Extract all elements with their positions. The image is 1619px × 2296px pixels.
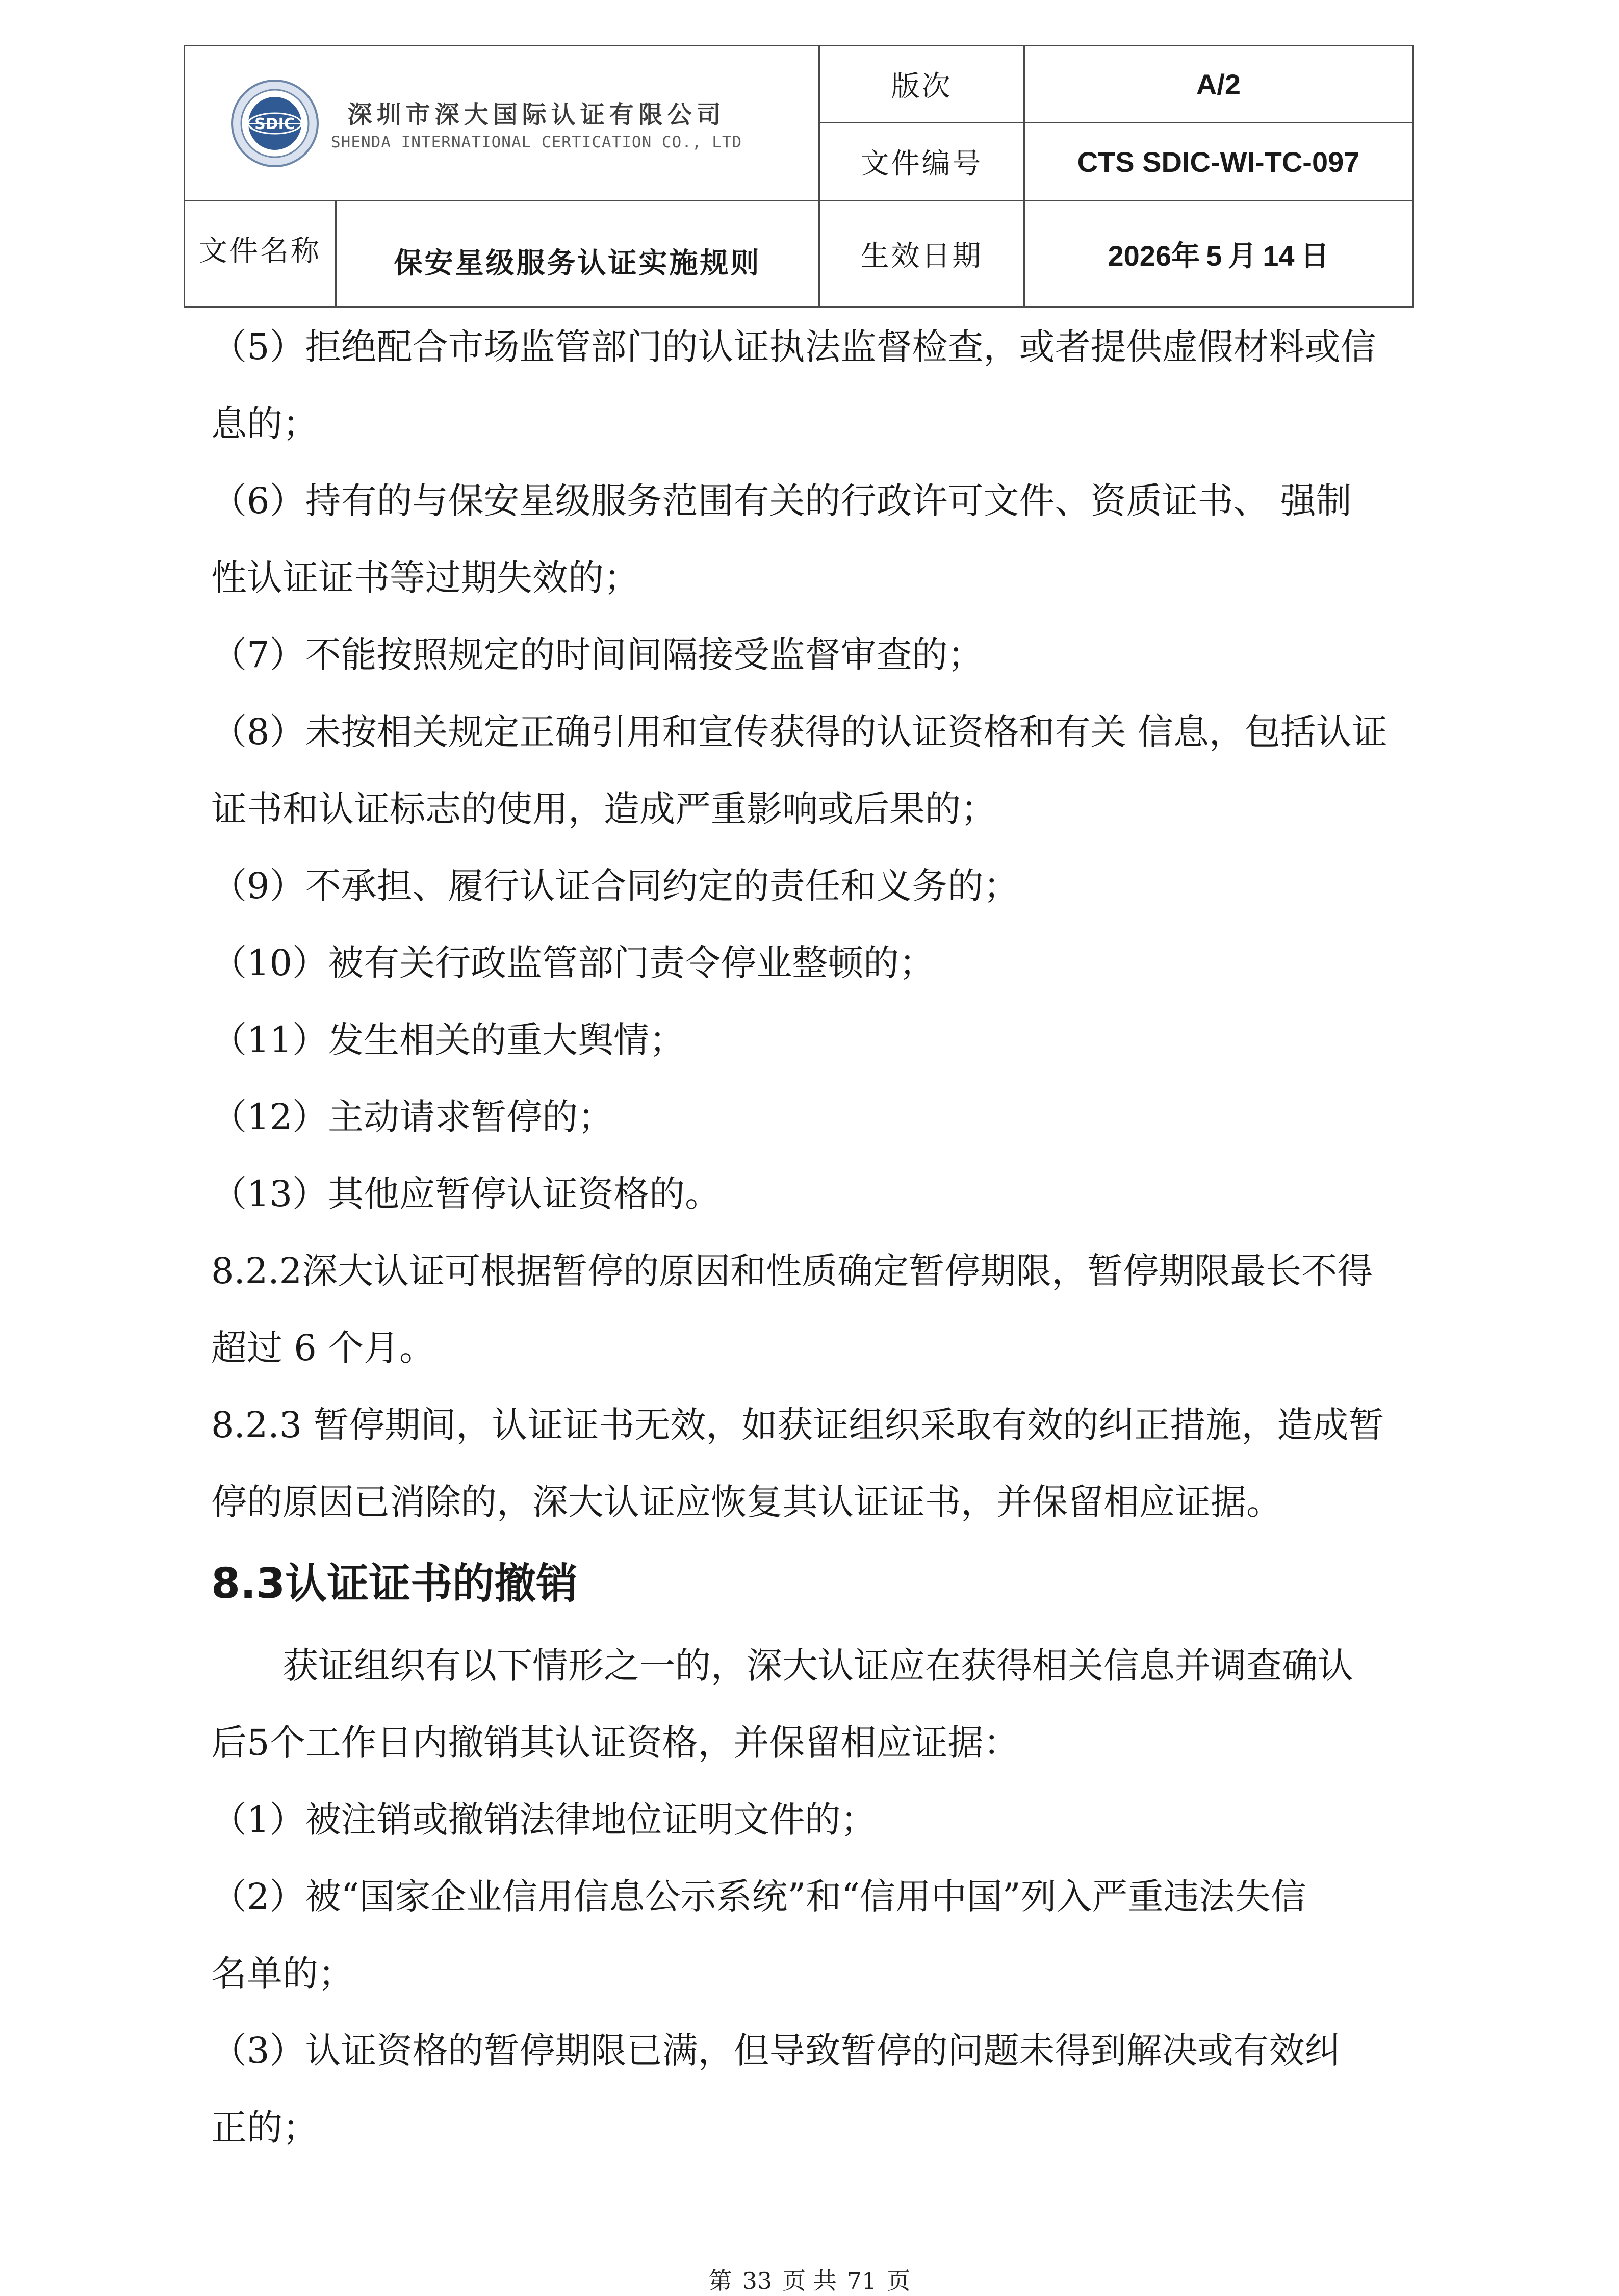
version-value: A/2	[1196, 68, 1241, 100]
text-line: 正的；	[211, 2107, 318, 2149]
version-label: 版次	[891, 70, 953, 103]
text-line: （13）其他应暂停认证资格的。	[211, 1173, 721, 1215]
text-line: （7）不能按照规定的时间间隔接受监督审查的；	[211, 634, 984, 676]
page-footer	[0, 2262, 1619, 2296]
company-name-en: SHENDA INTERNATIONAL CERTICATION CO., LTD	[331, 133, 742, 151]
text-line: 后5个工作日内撤销其认证资格，并保留相应证据：	[211, 1722, 1019, 1764]
doc-number-value-cell	[1023, 122, 1414, 201]
company-logo	[185, 79, 742, 168]
text-line: 8.2.3 暂停期间，认证证书无效，如获证组织采取有效的纠正措施，造成暂	[211, 1404, 1384, 1446]
effective-date-label: 生效日期	[860, 239, 983, 273]
document-body	[211, 309, 1435, 2166]
text-line: （5）拒绝配合市场监管部门的认证执法监督检查，或者提供虚假材料或信	[211, 326, 1376, 368]
company-logo-cell	[184, 45, 820, 201]
company-name-cn: 深圳市深大国际认证有限公司	[347, 100, 726, 129]
text-line: （12）主动请求暂停的；	[211, 1096, 614, 1138]
footer-suffix: 页	[887, 2267, 911, 2294]
text-line: 息的；	[211, 403, 318, 445]
doc-name-label: 文件名称	[199, 234, 321, 268]
effective-date-value-cell	[1023, 200, 1414, 308]
effective-date-value	[1104, 234, 1332, 274]
doc-name-label-cell	[184, 200, 337, 308]
text-line: 超过 6 个月。	[211, 1327, 435, 1369]
page-total: 71	[846, 2267, 877, 2294]
text-line: 获证组织有以下情形之一的，深大认证应在获得相关信息并调查确认	[282, 1645, 1353, 1687]
doc-number-value: CTS SDIC-WI-TC-097	[1077, 145, 1360, 178]
text-line: （10）被有关行政监管部门责令停业整顿的；	[211, 942, 935, 984]
text-line: （2）被“国家企业信用信息公示系统”和“信用中国”列入严重违法失信	[211, 1876, 1306, 1918]
effective-day: 14	[1263, 239, 1295, 272]
page-number: 33	[742, 2267, 773, 2294]
effective-date-label-cell	[818, 200, 1025, 308]
text-line: 性认证证书等过期失效的；	[211, 557, 639, 599]
text-line: 证书和认证标志的使用，造成严重影响或后果的；	[211, 788, 996, 830]
seal-logo-text: SDIC	[254, 115, 295, 133]
doc-name-value: 保安星级服务认证实施规则	[394, 246, 761, 280]
text-line: （3）认证资格的暂停期限已满，但导致暂停的问题未得到解决或有效纠	[211, 2030, 1341, 2072]
doc-number-label: 文件编号	[860, 147, 983, 181]
text-line: 名单的；	[211, 1953, 354, 1995]
text-line: 8.2.2深大认证可根据暂停的原因和性质确定暂停期限，暂停期限最长不得	[211, 1250, 1373, 1292]
text-line: 停的原因已消除的，深大认证应恢复其认证证书，并保留相应证据。	[211, 1481, 1282, 1523]
version-label-cell	[818, 45, 1025, 123]
company-seal-icon	[230, 79, 320, 168]
text-line: （8）未按相关规定正确引用和宣传获得的认证资格和有关 信息，包括认证	[211, 711, 1387, 753]
text-line: （11）发生相关的重大舆情；	[211, 1019, 685, 1061]
doc-name-value-cell	[335, 200, 820, 308]
section-heading: 8.3认证证书的撤销	[211, 1560, 578, 1608]
effective-month-unit: 月	[1228, 239, 1257, 272]
text-line: （1）被注销或撤销法律地位证明文件的；	[211, 1799, 877, 1841]
text-line: （6）持有的与保安星级服务范围有关的行政许可文件、资质证书、 强制	[211, 480, 1352, 522]
doc-number-label-cell	[818, 122, 1025, 201]
effective-month: 5	[1206, 239, 1222, 272]
version-value-cell	[1023, 45, 1414, 123]
footer-mid: 页 共	[782, 2267, 837, 2294]
footer-prefix: 第	[708, 2267, 732, 2294]
text-line: （9）不承担、履行认证合同约定的责任和义务的；	[211, 865, 1019, 907]
effective-day-unit: 日	[1300, 239, 1329, 272]
effective-year: 2026年	[1108, 239, 1200, 272]
document-header-table	[184, 45, 1414, 308]
